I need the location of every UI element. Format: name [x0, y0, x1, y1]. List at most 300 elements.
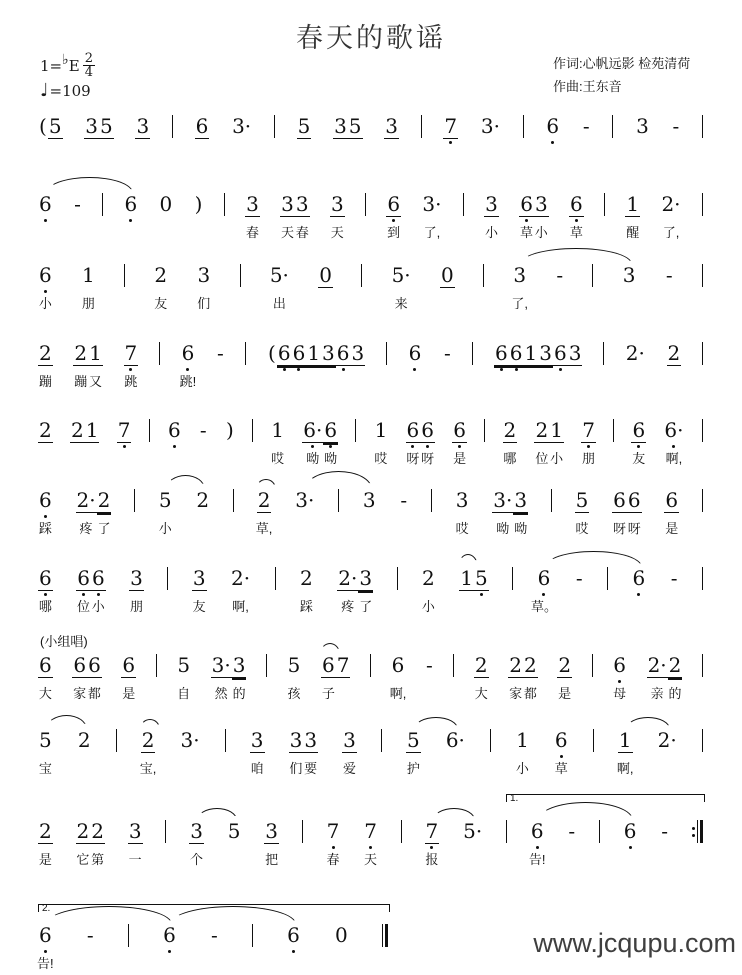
note-with-lyric	[245, 192, 260, 240]
barline	[592, 264, 593, 287]
note-group	[702, 264, 703, 287]
barline	[506, 820, 507, 843]
barline	[233, 489, 234, 512]
note	[443, 115, 458, 139]
note-group	[233, 489, 234, 512]
note-group	[667, 342, 682, 366]
note	[362, 489, 377, 512]
score-line	[38, 488, 703, 536]
note-with-lyric	[663, 418, 684, 466]
note-with-lyric	[269, 263, 290, 311]
note-group	[702, 729, 703, 752]
lyric: 个	[190, 852, 204, 867]
lyric: 小	[421, 599, 435, 614]
note-glyph: -	[672, 114, 680, 138]
note	[321, 342, 336, 366]
note-with-lyric	[391, 263, 412, 311]
barline	[702, 654, 703, 677]
note-group	[672, 115, 681, 138]
note-group	[224, 193, 225, 216]
note-group	[245, 192, 260, 240]
note-group	[472, 342, 473, 365]
time-denominator: 4	[84, 65, 93, 80]
note-glyph: 3·	[180, 728, 200, 752]
note-glyph: 3	[385, 114, 398, 138]
note	[167, 419, 182, 442]
note-group	[216, 342, 225, 365]
note-glyph: 6	[124, 192, 138, 216]
note-glyph: 1	[374, 418, 388, 442]
note-with-lyric	[660, 192, 681, 240]
note-glyph: 7	[336, 653, 350, 677]
note-glyph: 2	[97, 488, 111, 512]
note-group	[406, 418, 435, 466]
note	[509, 342, 524, 366]
note	[159, 193, 174, 216]
note-group	[483, 264, 484, 287]
lyric: 要	[304, 761, 318, 776]
note-with-lyric	[406, 728, 421, 776]
note-glyph: 2	[39, 341, 52, 365]
note-group	[77, 729, 92, 752]
note-glyph: 1	[271, 418, 284, 442]
slur-arc	[46, 715, 87, 729]
note-with-lyric	[250, 728, 265, 776]
note-glyph: 3	[281, 192, 294, 216]
lyric: 蹦	[74, 374, 88, 389]
note-group	[250, 728, 265, 776]
note-group	[225, 729, 226, 752]
note-glyph: 3	[322, 341, 335, 365]
note	[665, 264, 674, 287]
note-group	[431, 489, 432, 512]
lyric: 一	[128, 852, 142, 867]
octave-dot	[500, 368, 503, 371]
note-group	[625, 192, 640, 240]
lyric: 哎	[271, 451, 285, 466]
note-glyph: 0	[319, 263, 332, 287]
lyric: 跳!	[179, 374, 197, 389]
note-glyph: 2	[474, 653, 488, 677]
barline-thick	[385, 924, 388, 947]
note-glyph: -	[582, 114, 590, 138]
note-with-lyric	[38, 819, 53, 867]
note-group	[657, 729, 678, 752]
lyric: 然	[214, 686, 228, 701]
barline	[124, 264, 125, 287]
note	[48, 115, 63, 139]
note-group	[555, 264, 564, 287]
note-group	[81, 263, 96, 311]
score-line	[38, 728, 703, 776]
octave-dot	[637, 593, 640, 596]
note	[348, 115, 363, 139]
lyric: 出	[272, 296, 286, 311]
lyric: 天	[364, 852, 378, 867]
barline	[702, 489, 703, 512]
note-group	[692, 820, 703, 843]
note-with-lyric	[153, 263, 168, 311]
note-group	[129, 566, 144, 614]
lyric: 都	[523, 686, 537, 701]
note-with-lyric	[358, 566, 373, 614]
note-group	[299, 566, 314, 614]
note-with-lyric	[631, 418, 646, 466]
lyric: 母	[613, 686, 627, 701]
key-prefix: 1=	[40, 56, 63, 75]
note-group	[117, 419, 132, 443]
note-group	[425, 819, 440, 867]
lyric: 小	[534, 225, 548, 240]
note-with-lyric	[270, 418, 285, 466]
barline	[472, 342, 473, 365]
note-group	[370, 654, 371, 677]
note-group	[231, 115, 252, 138]
note-group	[266, 654, 267, 677]
note-glyph: 6	[277, 341, 291, 365]
note-group	[252, 924, 253, 947]
slur-arc	[626, 717, 670, 729]
note-group	[384, 115, 399, 139]
note-group	[326, 819, 341, 867]
lyric: 踩	[299, 599, 313, 614]
barline	[224, 193, 225, 216]
note-glyph: 6	[324, 418, 338, 442]
slur-arc	[140, 719, 160, 729]
note	[231, 115, 252, 138]
barline	[453, 654, 454, 677]
note-with-lyric	[389, 653, 407, 701]
note-glyph: -	[86, 923, 94, 947]
note-group	[334, 924, 349, 947]
flat-icon: ♭	[62, 51, 69, 68]
lyric: 小	[515, 761, 529, 776]
note-glyph: 6·	[303, 418, 323, 442]
barline	[421, 115, 422, 138]
note-with-lyric	[425, 819, 440, 867]
lyric: 子	[321, 686, 335, 701]
octave-dot	[297, 368, 300, 371]
barline	[607, 567, 608, 590]
note-group	[622, 264, 637, 287]
note-glyph: 6	[39, 923, 52, 947]
note-glyph: 2·	[76, 488, 96, 512]
note-with-lyric	[513, 488, 528, 536]
final-barline	[382, 924, 388, 947]
note-with-lyric	[81, 263, 96, 311]
note-glyph: 3	[265, 819, 279, 843]
lyric: 哎	[455, 521, 469, 536]
lyric: 踩	[38, 521, 52, 536]
note-with-lyric	[38, 263, 53, 311]
note-glyph: 2·	[661, 192, 681, 216]
note-group	[199, 419, 208, 442]
note-glyph: -	[400, 488, 408, 512]
note-group	[72, 653, 101, 701]
note	[459, 567, 474, 591]
note-glyph: 3	[568, 341, 582, 365]
time-numerator: 2	[84, 51, 93, 66]
repeat-end-barline	[692, 820, 703, 843]
note-group	[445, 729, 466, 752]
note-glyph: 2	[667, 341, 681, 365]
note	[73, 193, 82, 216]
lyric: 呀	[406, 451, 420, 466]
note-with-lyric	[128, 819, 143, 867]
lyric: 友	[154, 296, 168, 311]
barline	[274, 115, 275, 138]
note	[292, 342, 307, 366]
slur-arc	[538, 802, 633, 820]
note-glyph: 5	[48, 114, 62, 138]
note-with-lyric	[264, 819, 279, 867]
note-group	[342, 728, 357, 776]
note-with-lyric	[511, 263, 529, 311]
note	[408, 342, 423, 365]
octave-dot	[629, 846, 632, 849]
note-group	[102, 193, 103, 216]
score-line	[38, 115, 703, 139]
lyric: 它	[76, 852, 90, 867]
note-glyph: 2	[196, 488, 210, 512]
note	[555, 264, 564, 287]
note-with-lyric	[484, 192, 499, 240]
barline	[431, 489, 432, 512]
note	[162, 924, 177, 947]
score-line	[38, 793, 703, 867]
note-glyph: 6	[627, 488, 641, 512]
note-glyph: 6	[77, 566, 90, 590]
note	[333, 115, 348, 139]
note-group	[361, 264, 362, 287]
lyric: 是	[453, 451, 467, 466]
note-glyph: 0	[440, 263, 454, 287]
note-group	[134, 489, 135, 512]
note-group	[443, 342, 452, 365]
barline	[463, 193, 464, 216]
octave-dot	[559, 368, 562, 371]
note-glyph: 3	[250, 728, 264, 752]
note-group	[338, 489, 339, 512]
note-with-lyric	[255, 488, 273, 536]
note-group	[167, 419, 182, 442]
note-group	[38, 566, 53, 614]
lyric: 疼	[79, 521, 93, 536]
note-glyph: 6	[167, 418, 181, 442]
note-group	[76, 566, 105, 614]
barline	[370, 654, 371, 677]
lyric: 呦	[496, 521, 510, 536]
note-glyph: 3	[330, 192, 344, 216]
note-glyph: 7	[117, 418, 131, 442]
barline	[159, 342, 160, 365]
note-group	[623, 820, 638, 843]
slur-arc	[46, 177, 133, 193]
note-group	[660, 820, 669, 843]
note-with-lyric	[91, 566, 106, 614]
note-glyph: 1	[85, 418, 99, 442]
note-glyph: 6	[39, 488, 52, 512]
note-with-lyric	[616, 728, 634, 776]
note-glyph: 6	[453, 418, 466, 442]
note-glyph: 7	[326, 819, 340, 843]
note-group	[490, 729, 491, 752]
repeat-dot	[692, 834, 695, 837]
note-group	[38, 341, 53, 389]
octave-dot	[342, 368, 345, 371]
note-glyph: 2	[154, 263, 168, 287]
note-with-lyric	[289, 728, 304, 776]
note-with-lyric	[295, 192, 310, 240]
note-group	[275, 567, 276, 590]
note-glyph: 6	[39, 192, 52, 216]
note-group	[421, 192, 442, 240]
lyric: 家	[509, 686, 523, 701]
note-group	[76, 819, 105, 867]
barline	[102, 193, 103, 216]
note-group	[399, 489, 408, 512]
note-group	[551, 489, 552, 512]
note-with-lyric	[455, 488, 470, 536]
barline	[225, 729, 226, 752]
barline	[613, 419, 614, 442]
note-glyph: 3	[232, 653, 246, 677]
barline	[252, 419, 253, 442]
octave-dot	[173, 445, 176, 448]
note-group	[297, 115, 312, 139]
lyric: 友	[192, 599, 206, 614]
note-group	[612, 488, 641, 536]
barline	[604, 193, 605, 216]
note-glyph: 2	[509, 653, 522, 677]
note-glyph: 1	[524, 341, 538, 365]
note-with-lyric	[76, 566, 91, 614]
note-glyph: 6	[39, 263, 52, 287]
note-group	[635, 115, 650, 138]
note-group	[252, 419, 253, 442]
note-glyph: 3	[636, 114, 649, 138]
barline	[156, 654, 157, 677]
note-glyph: 7	[425, 819, 439, 843]
note-glyph: 5	[407, 728, 420, 752]
note-glyph: 7	[582, 418, 595, 442]
note-with-lyric	[303, 728, 318, 776]
barline	[149, 419, 150, 442]
note-glyph: 5	[575, 488, 589, 512]
note-group	[670, 567, 679, 590]
slur-arc	[305, 471, 372, 489]
note-glyph: 6	[421, 418, 435, 442]
note	[567, 820, 576, 843]
note-group	[121, 653, 136, 701]
lyric: 朋	[582, 451, 596, 466]
note-glyph: 6	[509, 341, 523, 365]
note-group	[401, 820, 402, 843]
note-group	[124, 264, 125, 287]
note-group	[484, 192, 499, 240]
note-group	[494, 342, 582, 366]
note-glyph: 3·	[493, 488, 513, 512]
octave-dot	[551, 141, 554, 144]
note	[632, 567, 647, 590]
note-with-lyric	[664, 488, 679, 536]
note-group	[274, 115, 275, 138]
note-with-lyric	[386, 192, 401, 240]
note-group	[38, 193, 53, 216]
octave-dot	[292, 950, 295, 953]
barline	[702, 193, 703, 216]
note-glyph: 3	[85, 114, 98, 138]
barline	[252, 924, 253, 947]
note-with-lyric	[88, 341, 103, 389]
note-glyph: 6	[632, 566, 646, 590]
note-glyph: 2	[300, 566, 313, 590]
note-glyph: 2	[70, 418, 84, 442]
octave-dot	[413, 368, 416, 371]
note-glyph: 6	[570, 192, 583, 216]
lyric: 宝,	[139, 761, 157, 776]
note-glyph: 3	[289, 728, 303, 752]
note-group	[453, 654, 454, 677]
note-group	[512, 567, 513, 590]
note-with-lyric	[508, 653, 523, 701]
note	[399, 489, 408, 512]
note-group	[702, 193, 703, 216]
note	[462, 820, 483, 843]
note-group	[194, 193, 204, 216]
lyric: 位	[77, 599, 91, 614]
score-line	[38, 418, 703, 466]
score-line	[38, 192, 703, 240]
note-group	[355, 419, 356, 442]
slur-arc	[197, 808, 237, 820]
note-with-lyric	[554, 728, 569, 776]
watermark-link[interactable]: www.jcqupu.com	[533, 928, 736, 958]
note-glyph: 5	[297, 114, 311, 138]
note-glyph: 6	[195, 114, 209, 138]
note-with-lyric	[503, 418, 518, 466]
barline	[702, 264, 703, 287]
note-group	[38, 263, 53, 311]
note	[623, 820, 638, 843]
note-group	[38, 653, 53, 701]
lyric: 哪	[503, 451, 517, 466]
note-group	[158, 488, 173, 536]
note-group	[463, 193, 464, 216]
note-group	[612, 653, 627, 701]
note-glyph: 3	[362, 488, 376, 512]
lyric: 孩	[287, 686, 301, 701]
note-group	[647, 653, 683, 701]
note-glyph: -	[670, 566, 678, 590]
note	[670, 567, 679, 590]
note-group	[425, 654, 434, 677]
note-glyph: 6	[520, 192, 533, 216]
note-glyph: 3	[197, 263, 211, 287]
note-group	[386, 192, 401, 240]
note-group	[240, 264, 241, 287]
note	[210, 924, 219, 947]
note-group	[581, 418, 596, 466]
note-group	[462, 820, 483, 843]
lyric: 到	[387, 225, 401, 240]
note-with-lyric	[519, 192, 534, 240]
volta-number: 2.	[42, 903, 51, 914]
note-glyph: 2	[558, 653, 572, 677]
barline	[245, 342, 246, 365]
note-with-lyric	[523, 653, 538, 701]
note-with-lyric	[534, 192, 549, 240]
